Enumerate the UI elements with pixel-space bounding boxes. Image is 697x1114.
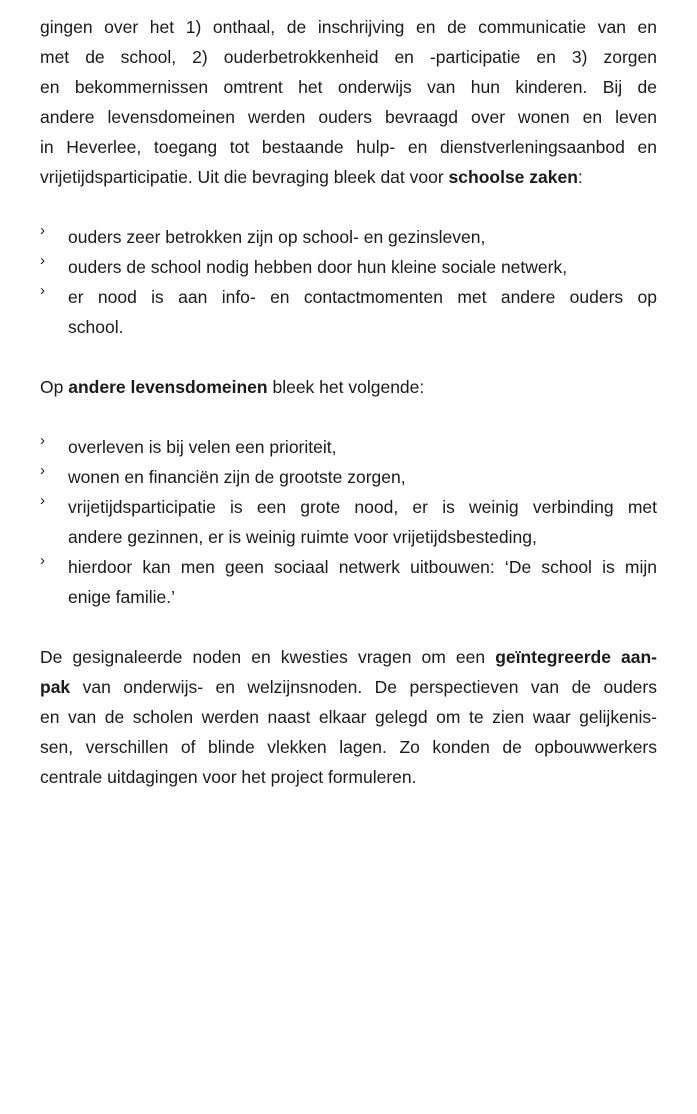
text: sen, verschillen of blinde vlekken lagen. Zo konden de opbouwwerkers	[40, 737, 657, 757]
document-body	[40, 12, 657, 792]
paragraph	[40, 12, 657, 192]
text-line	[68, 222, 657, 252]
text-line	[68, 462, 657, 492]
text-line	[40, 762, 657, 792]
text-line	[40, 42, 657, 72]
text-line	[68, 552, 657, 582]
text: andere levensdomeinen werden ouders bevraagd over wonen en leven	[40, 107, 657, 127]
text: in Heverlee, toegang tot bestaande hulp- en dienstverleningsaanbod en	[40, 137, 657, 157]
paragraph-spacer	[40, 192, 657, 222]
text: bleek het volgende:	[267, 377, 425, 397]
bold-text: schoolse zaken	[448, 167, 578, 187]
text: en van de scholen werden naast elkaar gelegd om te zien waar gelijkenis-	[40, 707, 657, 727]
text-line	[40, 12, 657, 42]
text: :	[577, 167, 583, 187]
bullet-chevron-icon: ›	[40, 252, 45, 269]
text: en bekommernissen omtrent het onderwijs van hun kinderen. Bij de	[40, 77, 657, 97]
text-line	[40, 72, 657, 102]
text-line	[40, 702, 657, 732]
bold-text: pak	[40, 677, 71, 697]
bold-text: andere levensdomeinen	[68, 377, 268, 397]
text-line	[40, 642, 657, 672]
text: er nood is aan info- en contactmomenten met andere ouders op	[68, 287, 657, 307]
text: hierdoor kan men geen sociaal netwerk uitbouwen: ‘De school is mijn	[68, 557, 657, 577]
bullet-item	[40, 282, 657, 342]
text: school.	[68, 317, 124, 337]
text-line	[68, 252, 657, 282]
text: Op	[40, 377, 69, 397]
bullet-chevron-icon: ›	[40, 462, 45, 479]
bullet-item	[40, 432, 657, 462]
text: vrijetijdsparticipatie is een grote nood, er is weinig verbinding met	[68, 497, 657, 517]
bold-text: geïntegreerde aan-	[495, 647, 657, 667]
text: ouders zeer betrokken zijn op school- en gezinsleven,	[68, 227, 486, 247]
bullet-chevron-icon: ›	[40, 222, 45, 239]
paragraph-spacer	[40, 402, 657, 432]
text-line	[68, 492, 657, 522]
text-line	[68, 282, 657, 312]
text-line	[40, 162, 657, 192]
text-line	[40, 732, 657, 762]
bullet-item	[40, 492, 657, 552]
text: gingen over het 1) onthaal, de inschrijving en de communicatie van en	[40, 17, 657, 37]
text-line	[68, 432, 657, 462]
bullet-chevron-icon: ›	[40, 432, 45, 449]
text: wonen en financiën zijn de grootste zorgen,	[68, 467, 406, 487]
text-line	[68, 522, 657, 552]
text: van onderwijs- en welzijnsnoden. De perspectieven van de ouders	[70, 677, 657, 697]
text-line	[40, 672, 657, 702]
bullet-item	[40, 252, 657, 282]
text-line	[40, 372, 657, 402]
text-line	[68, 582, 657, 612]
bullet-chevron-icon: ›	[40, 282, 45, 299]
text: ouders de school nodig hebben door hun kleine sociale netwerk,	[68, 257, 568, 277]
text: met de school, 2) ouderbetrokkenheid en -participatie en 3) zorgen	[40, 47, 657, 67]
paragraph-spacer	[40, 612, 657, 642]
text: overleven is bij velen een prioriteit,	[68, 437, 337, 457]
text-line	[68, 312, 657, 342]
bullet-item	[40, 222, 657, 252]
text-line	[40, 132, 657, 162]
paragraph-spacer	[40, 342, 657, 372]
bullet-item	[40, 552, 657, 612]
bullet-item	[40, 462, 657, 492]
text: andere gezinnen, er is weinig ruimte voor vrijetijdsbesteding,	[68, 527, 537, 547]
paragraph	[40, 372, 657, 402]
text: vrijetijdsparticipatie. Uit die bevraging bleek dat voor	[40, 167, 449, 187]
text: De gesignaleerde noden en kwesties vragen om een	[40, 647, 496, 667]
paragraph	[40, 642, 657, 792]
bullet-chevron-icon: ›	[40, 492, 45, 509]
text-line	[40, 102, 657, 132]
text: centrale uitdagingen voor het project formuleren.	[40, 767, 417, 787]
text: enige familie.’	[68, 587, 175, 607]
bullet-chevron-icon: ›	[40, 552, 45, 569]
